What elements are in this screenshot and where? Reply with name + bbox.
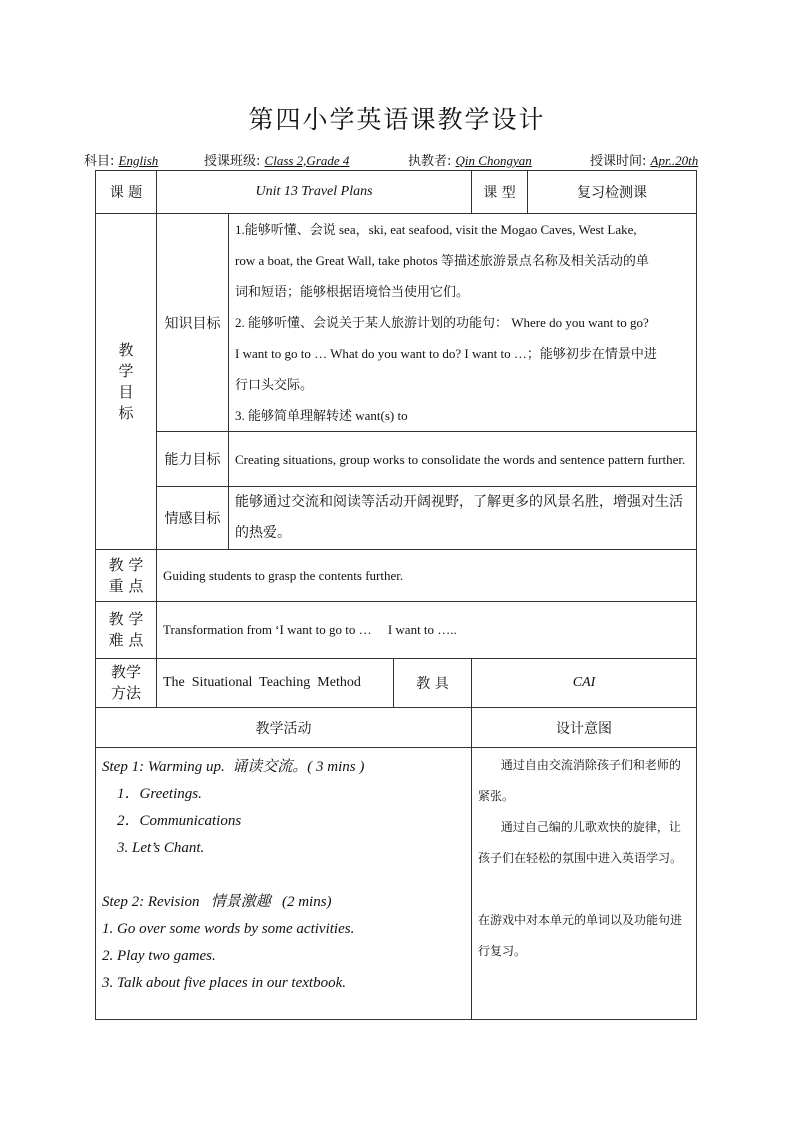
objectives-char: 目 xyxy=(118,382,134,401)
class-field xyxy=(204,150,349,169)
subject-field xyxy=(84,150,158,169)
ability-row xyxy=(96,432,697,487)
intent-line: 通过自己编的儿歌欢快的旋律，让 xyxy=(478,820,681,834)
topic-value: Unit 13 Travel Plans xyxy=(157,171,472,214)
intent-content xyxy=(472,748,697,1020)
activity-line: Step 2: Revision 情景激趣 (2 mins) xyxy=(102,894,332,910)
meta-line xyxy=(84,150,714,168)
topic-row xyxy=(96,171,697,214)
activity-line: 1. Go over some words by some activities. xyxy=(102,921,355,937)
knowledge-line: 1.能够听懂、会说 sea，ski, eat seafood, visit the Mogao Caves, West Lake, xyxy=(235,222,637,237)
lesson-plan-table xyxy=(95,170,697,1020)
objectives-char: 教 xyxy=(118,340,134,359)
activity-line: 2. Play two games. xyxy=(102,948,216,964)
topic-label: 课 题 xyxy=(96,171,157,214)
emotion-label: 情感目标 xyxy=(157,487,229,550)
class-label: 授课班级: xyxy=(204,154,261,169)
activity-row xyxy=(96,748,697,1020)
methods-label xyxy=(96,659,157,708)
knowledge-line: 2. 能够听懂、会说关于某人旅游计划的功能句： Where do you want to go? xyxy=(235,315,649,330)
activity-header-row xyxy=(96,708,697,748)
methods-text: The Situational Teaching Method xyxy=(157,659,394,708)
subject-label: 科目: xyxy=(84,154,115,169)
tools-label: 教 具 xyxy=(394,659,472,708)
activities-header: 教学活动 xyxy=(96,708,472,748)
key-points-label-line: 重 点 xyxy=(108,576,144,595)
emotion-text: 能够通过交流和阅读等活动开阔视野，了解更多的风景名胜，增强对生活的热爱。 xyxy=(229,487,697,550)
activity-line: 3. Let’s Chant. xyxy=(102,840,205,856)
teacher-label: 执教者: xyxy=(408,154,452,169)
knowledge-line: 词和短语；能够根据语境恰当使用它们。 xyxy=(235,284,470,299)
activity-line: 1．Greetings. xyxy=(102,786,202,802)
type-label: 课 型 xyxy=(472,171,528,214)
activities-content xyxy=(96,748,472,1020)
intent-header: 设计意图 xyxy=(472,708,697,748)
knowledge-line: row a boat, the Great Wall, take photos 等描述旅游景点名称及相关活动的单 xyxy=(235,253,649,268)
activity-line: 2．Communications xyxy=(102,813,242,829)
objectives-char: 学 xyxy=(118,361,134,380)
time-label: 授课时间: xyxy=(590,154,647,169)
teacher-value: Qin Chongyan xyxy=(455,153,532,168)
knowledge-label: 知识目标 xyxy=(157,214,229,432)
objectives-char: 标 xyxy=(118,403,134,422)
activity-line: 3. Talk about five places in our textbook. xyxy=(102,975,346,991)
key-points-text: Guiding students to grasp the contents further. xyxy=(157,550,697,602)
difficulties-row xyxy=(96,602,697,659)
difficulties-label-line: 教 学 xyxy=(108,610,144,628)
activity-line: Step 1: Warming up. 诵读交流。( 3 mins ) xyxy=(102,759,365,775)
knowledge-row xyxy=(96,214,697,432)
methods-label-line: 教学 xyxy=(110,663,141,681)
intent-line: 孩子们在轻松的氛围中进入英语学习。 xyxy=(478,851,683,865)
subject-value: English xyxy=(118,153,159,168)
key-points-row xyxy=(96,550,697,602)
time-field xyxy=(590,150,698,169)
ability-label: 能力目标 xyxy=(157,432,229,487)
knowledge-line: I want to go to … What do you want to do? I want to …；能够初步在情景中进 xyxy=(235,346,657,361)
ability-text: Creating situations, group works to consolidate the words and sentence pattern further. xyxy=(229,432,697,487)
time-value: Apr..20th xyxy=(650,153,699,168)
difficulties-label xyxy=(96,602,157,659)
objectives-group-label xyxy=(96,214,157,550)
tools-value: CAI xyxy=(472,659,697,708)
intent-line: 紧张。 xyxy=(478,789,515,803)
knowledge-content xyxy=(229,214,697,432)
key-points-label xyxy=(96,550,157,602)
activity-line xyxy=(102,862,465,889)
knowledge-line: 行口头交际。 xyxy=(235,377,314,392)
difficulties-label-line: 难 点 xyxy=(108,631,144,649)
key-points-label-line: 教 学 xyxy=(108,555,144,574)
emotion-row xyxy=(96,487,697,550)
knowledge-line: 3. 能够简单理解转述 want(s) to xyxy=(235,408,408,423)
type-value: 复习检测课 xyxy=(528,171,697,214)
difficulties-text: Transformation from ‘I want to go to … I want to ….. xyxy=(157,602,697,659)
document-title: 第四小学英语课教学设计 xyxy=(248,105,546,134)
intent-line xyxy=(478,874,690,905)
methods-label-line: 方法 xyxy=(110,684,141,702)
intent-line: 通过自由交流消除孩子们和老师的 xyxy=(478,758,681,772)
intent-line: 行复习。 xyxy=(478,944,527,958)
teacher-field xyxy=(408,150,532,169)
methods-row xyxy=(96,659,697,708)
intent-line: 在游戏中对本单元的单词以及功能句进 xyxy=(478,913,683,927)
class-value: Class 2,Grade 4 xyxy=(264,153,350,168)
